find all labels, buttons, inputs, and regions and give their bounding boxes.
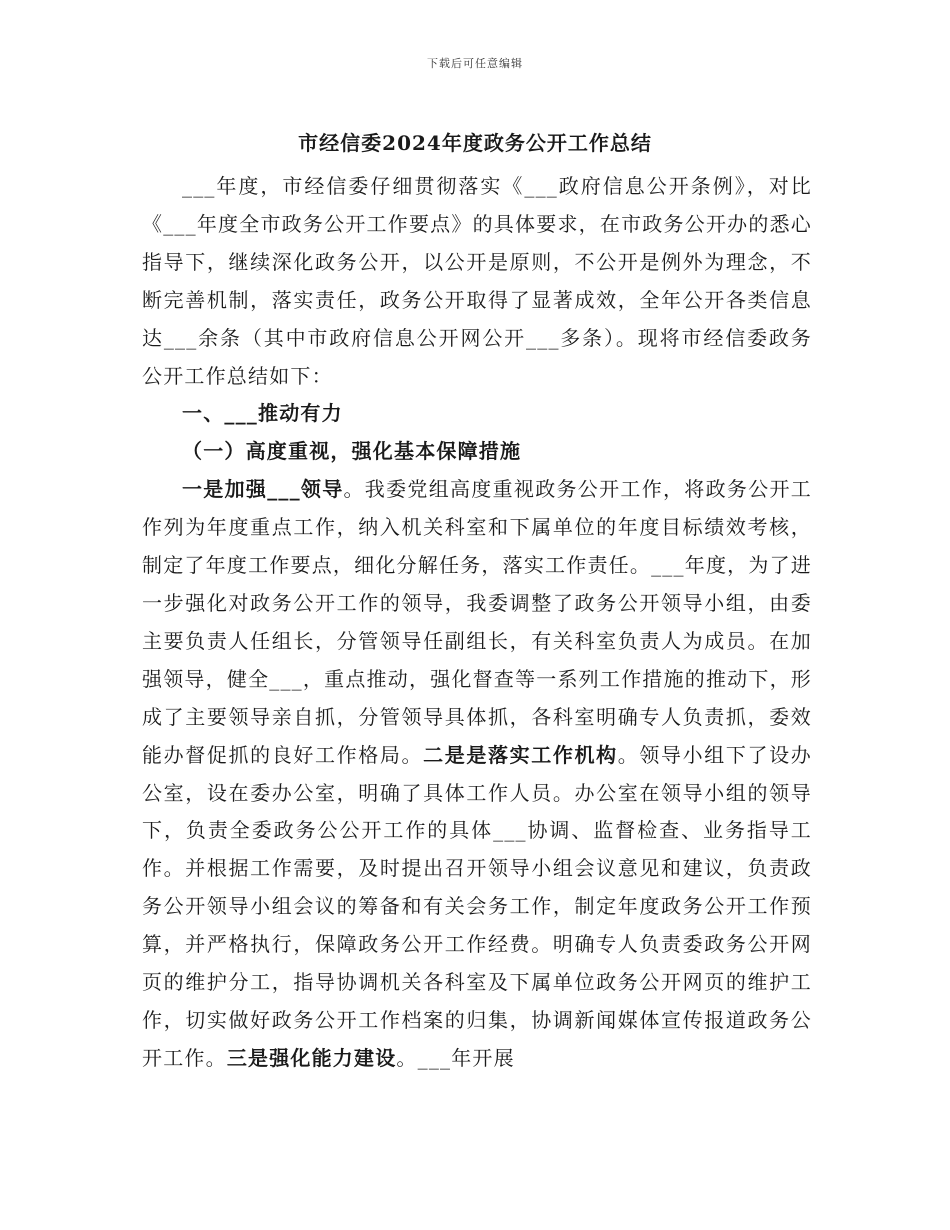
lead-capacity-building: 三是强化能力建设	[226, 1045, 397, 1070]
intro-paragraph: ___年度，市经信委仔细贯彻落实《___政府信息公开条例》，对比《___年度全市政务公开工作要点》的具体要求，在市政务公开办的悉心指导下，继续深化政务公开，以公开是原则，不公开是例外为理念，不断完善机制，落实责任，政务公开取得了显著成效，全年公开各类信息达___余条（其中市政府信息公开网公开___多条）。现将市经信委政务公开工作总结如下：	[142, 174, 812, 388]
lead-strengthen-leadership: 一是加强___领导	[182, 477, 344, 502]
subsection-heading-1: （一）高度重视，强化基本保障措施	[182, 439, 522, 464]
header-note: 下载后可任意编辑	[427, 57, 523, 70]
section-heading-1: 一、___推动有力	[182, 401, 343, 426]
body-paragraph-2	[142, 471, 812, 1078]
document-body	[142, 168, 812, 1078]
lead-implement-organization: 二是是落实工作机构	[423, 742, 618, 767]
text-implement-organization: 。领导小组下了设办公室，设在委办公室，明确了具体工作人员。办公室在领导小组的领导下，负责全委政务公公开工作的具体___协调、监督检查、业务指导工作。并根据工作需要，及时提出召开领导小组会议意见和建议，负责政务公开领导小组会议的筹备和有关会务工作，制定年度政务公开工作预算，并严格执行，保障政务公开工作经费。明确专人负责委政务公开网页的维护分工，指导协调机关各科室及下属单位政务公开网页的维护工作，切实做好政务公开工作档案的归集，协调新闻媒体宣传报道政务公开工作。	[142, 742, 812, 1070]
text-capacity-building: 。___年开展	[396, 1045, 515, 1070]
text-strengthen-leadership: 。我委党组高度重视政务公开工作，将政务公开工作列为年度重点工作，纳入机关科室和下属单位的年度目标绩效考核，制定了年度工作要点，细化分解任务，落实工作责任。___年度，为了进一步强化对政务公开工作的领导，我委调整了政务公开领导小组，由委主要负责人任组长，分管领导任副组长，有关科室负责人为成员。在加强领导，健全___，重点推动，强化督查等一系列工作措施的推动下，形成了主要领导亲自抓，分管领导具体抓，各科室明确专人负责抓，委效能办督促抓的良好工作格局。	[142, 477, 812, 767]
document-title: 市经信委2024年度政务公开工作总结	[298, 131, 652, 155]
